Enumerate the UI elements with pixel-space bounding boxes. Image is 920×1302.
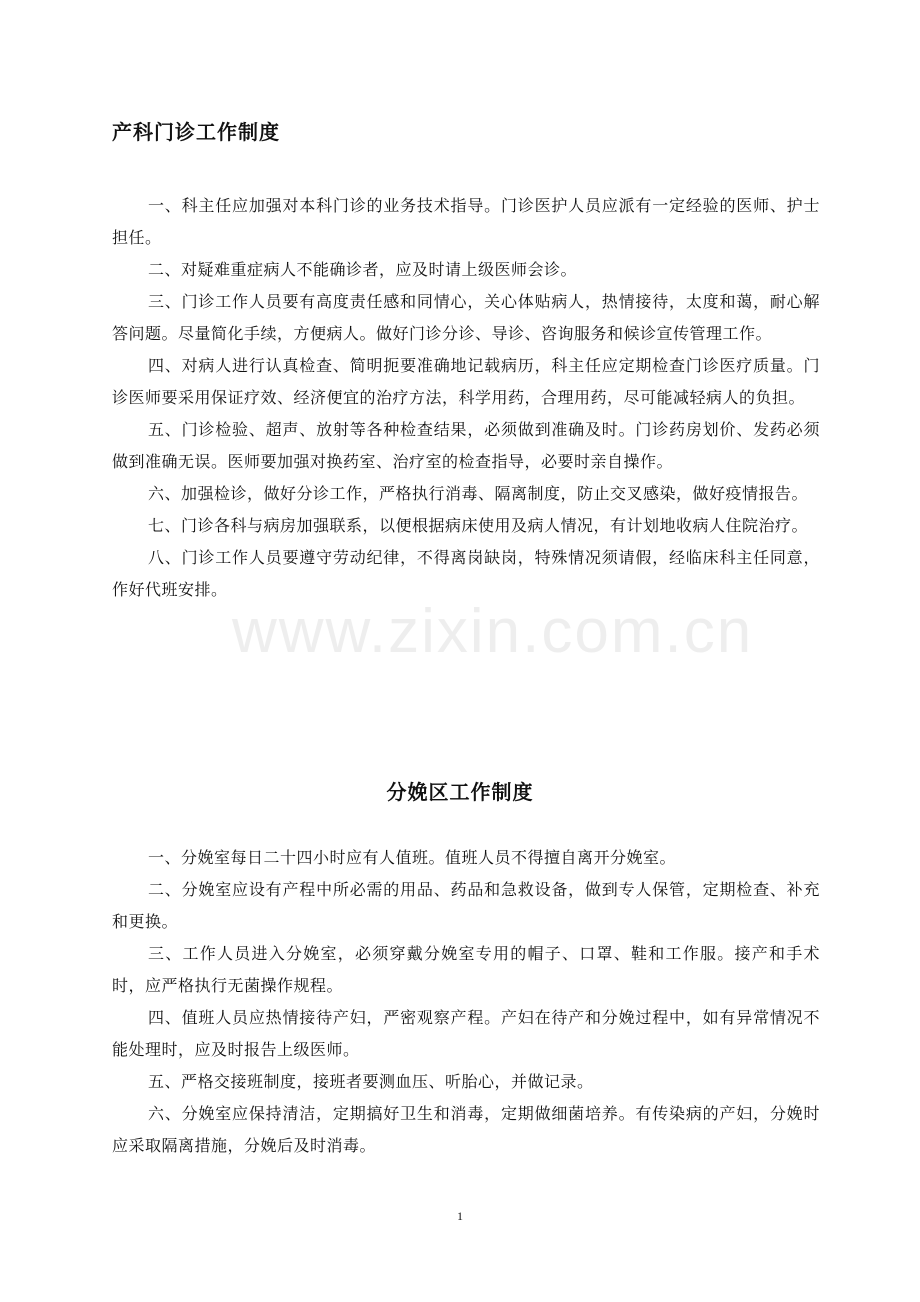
section1-paragraph-8: 八、门诊工作人员要遵守劳动纪律，不得离岗缺岗，特殊情况须请假，经临床科主任同意，作好代班安排。: [112, 548, 820, 599]
section1-body: [112, 190, 820, 606]
section1-paragraph-2: 二、对疑难重症病人不能确诊者，应及时请上级医师会诊。: [148, 260, 578, 279]
section1-paragraph-4: 四、对病人进行认真检查、简明扼要准确地记载病历，科主任应定期检查门诊医疗质量。门诊医师要采用保证疗效、经济便宜的治疗方法，科学用药，合理用药，尽可能减轻病人的负担。: [112, 356, 820, 407]
page-number: 1: [457, 1209, 463, 1223]
section2-paragraph-5: 五、严格交接班制度，接班者要测血压、听胎心，并做记录。: [148, 1072, 594, 1091]
section1-paragraph-6: 六、加强检诊，做好分诊工作，严格执行消毒、隔离制度，防止交叉感染，做好疫情报告。: [148, 484, 809, 503]
section1-paragraph-5: 五、门诊检验、超声、放射等各种检查结果，必须做到准确及时。门诊药房划价、发药必须做到准确无误。医师要加强对换药室、治疗室的检查指导，必要时亲自操作。: [112, 420, 820, 471]
section2-paragraph-3: 三、工作人员进入分娩室，必须穿戴分娩室专用的帽子、口罩、鞋和工作服。接产和手术时，应严格执行无菌操作规程。: [112, 944, 820, 995]
watermark: www.zixin.com.cn: [232, 597, 754, 666]
section2-title: 分娩区工作制度: [386, 780, 534, 804]
section2-paragraph-4: 四、值班人员应热情接待产妇，严密观察产程。产妇在待产和分娩过程中，如有异常情况不能处理时，应及时报告上级医师。: [112, 1008, 820, 1059]
section1-paragraph-3: 三、门诊工作人员要有高度责任感和同情心，关心体贴病人，热情接待，太度和蔼，耐心解答问题。尽量简化手续，方便病人。做好门诊分诊、导诊、咨询服务和候诊宣传管理工作。: [112, 292, 820, 343]
section2-paragraph-2: 二、分娩室应设有产程中所必需的用品、药品和急救设备，做到专人保管，定期检查、补充和更换。: [112, 880, 820, 931]
section1-paragraph-1: 一、科主任应加强对本科门诊的业务技术指导。门诊医护人员应派有一定经验的医师、护士担任。: [112, 196, 820, 247]
section1-title: 产科门诊工作制度: [112, 120, 280, 144]
section2-paragraph-6: 六、分娩室应保持清洁，定期搞好卫生和消毒，定期做细菌培养。有传染病的产妇，分娩时应采取隔离措施，分娩后及时消毒。: [112, 1104, 820, 1155]
section1-paragraph-7: 七、门诊各科与病房加强联系，以便根据病床使用及病人情况，有计划地收病人住院治疗。: [148, 516, 809, 535]
section2-paragraph-1: 一、分娩室每日二十四小时应有人值班。值班人员不得擅自离开分娩室。: [148, 848, 677, 867]
section2-body: [112, 842, 820, 1162]
